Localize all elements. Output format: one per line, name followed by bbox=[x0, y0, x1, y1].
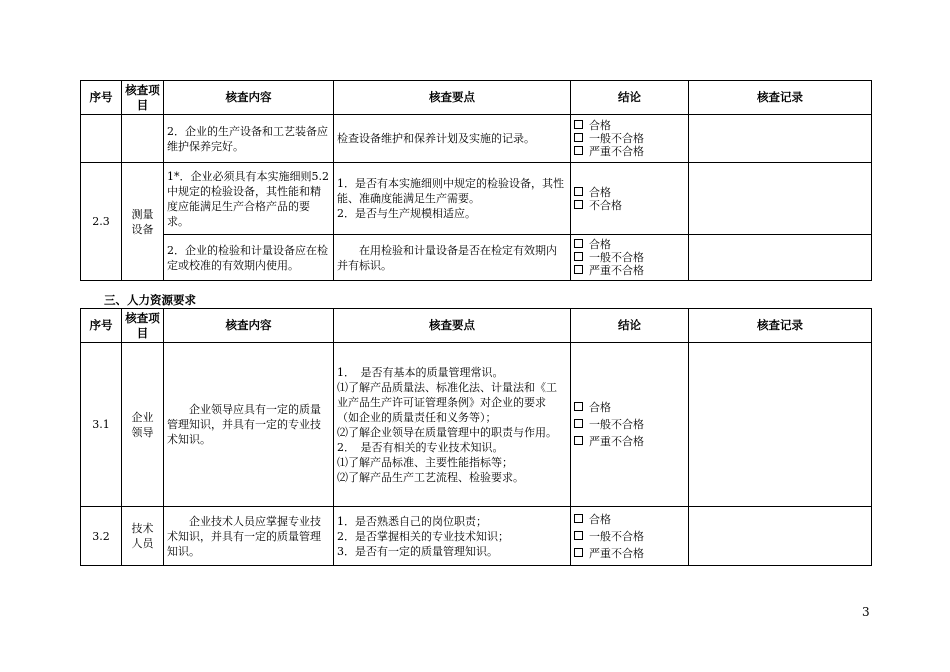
checkbox-option[interactable]: 合格 bbox=[574, 238, 685, 251]
cell-item: 测量设备 bbox=[122, 163, 164, 281]
header-content: 核查内容 bbox=[164, 309, 334, 343]
cell-no bbox=[81, 115, 122, 163]
checkbox-icon[interactable] bbox=[574, 531, 583, 540]
cell-no: 3.2 bbox=[81, 507, 122, 566]
header-points: 核查要点 bbox=[334, 81, 571, 115]
checkbox-icon[interactable] bbox=[574, 187, 583, 196]
cell-no: 3.1 bbox=[81, 343, 122, 507]
table-header-row bbox=[81, 81, 872, 115]
header-points: 核查要点 bbox=[334, 309, 571, 343]
header-no: 序号 bbox=[81, 309, 122, 343]
cell-points: 1．是否熟悉自己的岗位职责； 2．是否掌握相关的专业技术知识； 3．是否有一定的质量管理知识。 bbox=[334, 507, 571, 566]
checkbox-option[interactable]: 一般不合格 bbox=[574, 528, 685, 545]
header-item: 核查项目 bbox=[122, 309, 164, 343]
cell-points: 1．是否有本实施细则中规定的检验设备，其性能、准确度能满足生产需要。 2．是否与生产规模相适应。 bbox=[334, 163, 571, 235]
table-row bbox=[81, 163, 872, 235]
cell-points: 在用检验和计量设备是否在检定有效期内并有标识。 bbox=[334, 235, 571, 281]
checkbox-option[interactable]: 严重不合格 bbox=[574, 264, 685, 277]
checkbox-icon[interactable] bbox=[574, 402, 583, 411]
cell-conclusion bbox=[571, 507, 689, 566]
section-title: 三、人力资源要求 bbox=[104, 293, 196, 307]
cell-item bbox=[122, 115, 164, 163]
checkbox-icon[interactable] bbox=[574, 120, 583, 129]
table-header-row bbox=[81, 309, 872, 343]
checkbox-option[interactable]: 严重不合格 bbox=[574, 545, 685, 562]
cell-content: 企业技术人员应掌握专业技术知识，并具有一定的质量管理知识。 bbox=[164, 507, 334, 566]
checkbox-option[interactable]: 一般不合格 bbox=[574, 416, 685, 433]
checkbox-icon[interactable] bbox=[574, 548, 583, 557]
cell-conclusion bbox=[571, 115, 689, 163]
checkbox-option[interactable]: 严重不合格 bbox=[574, 145, 685, 158]
cell-conclusion bbox=[571, 343, 689, 507]
checkbox-option[interactable]: 一般不合格 bbox=[574, 251, 685, 264]
checkbox-option[interactable]: 合格 bbox=[574, 511, 685, 528]
checkbox-icon[interactable] bbox=[574, 514, 583, 523]
equipment-table bbox=[80, 80, 872, 281]
checkbox-icon[interactable] bbox=[574, 436, 583, 445]
table-row bbox=[81, 115, 872, 163]
checkbox-option[interactable]: 严重不合格 bbox=[574, 433, 685, 450]
cell-no: 2.3 bbox=[81, 163, 122, 281]
header-record: 核查记录 bbox=[689, 309, 872, 343]
checkbox-option[interactable]: 合格 bbox=[574, 399, 685, 416]
cell-record[interactable] bbox=[689, 235, 872, 281]
cell-item: 技术人员 bbox=[122, 507, 164, 566]
checkbox-option[interactable]: 合格 bbox=[574, 119, 685, 132]
cell-content: 2．企业的生产设备和工艺装备应维护保养完好。 bbox=[164, 115, 334, 163]
cell-record[interactable] bbox=[689, 163, 872, 235]
cell-conclusion bbox=[571, 235, 689, 281]
human-resources-table bbox=[80, 308, 872, 566]
checkbox-icon[interactable] bbox=[574, 133, 583, 142]
cell-points: 1． 是否有基本的质量管理常识。 ⑴了解产品质量法、标准化法、计量法和《工业产品生产许可证管理条例》对企业的要求（如企业的质量责任和义务等）； ⑵了解企业领导在质量管理中的职责与作用。 2． 是否有相关的专业技术知识。 ⑴了解产品标准、主要性能指标等； ⑵了解产品生产工艺流程、检验要求。 bbox=[334, 343, 571, 507]
checkbox-icon[interactable] bbox=[574, 200, 583, 209]
table-row bbox=[81, 343, 872, 507]
cell-points: 检查设备维护和保养计划及实施的记录。 bbox=[334, 115, 571, 163]
header-record: 核查记录 bbox=[689, 81, 872, 115]
table-row bbox=[81, 235, 872, 281]
cell-record[interactable] bbox=[689, 507, 872, 566]
cell-conclusion bbox=[571, 163, 689, 235]
page-number: 3 bbox=[862, 605, 870, 619]
cell-record[interactable] bbox=[689, 115, 872, 163]
cell-content: 1*．企业必须具有本实施细则5.2中规定的检验设备，其性能和精度应能满足生产合格产品的要求。 bbox=[164, 163, 334, 235]
checkbox-icon[interactable] bbox=[574, 419, 583, 428]
checkbox-icon[interactable] bbox=[574, 146, 583, 155]
table-row bbox=[81, 507, 872, 566]
cell-content: 2．企业的检验和计量设备应在检定或校准的有效期内使用。 bbox=[164, 235, 334, 281]
checkbox-icon[interactable] bbox=[574, 239, 583, 248]
checkbox-option[interactable]: 不合格 bbox=[574, 199, 685, 212]
checkbox-option[interactable]: 一般不合格 bbox=[574, 132, 685, 145]
header-item: 核查项目 bbox=[122, 81, 164, 115]
cell-item: 企业领导 bbox=[122, 343, 164, 507]
checkbox-icon[interactable] bbox=[574, 252, 583, 261]
header-conclusion: 结论 bbox=[571, 81, 689, 115]
cell-content: 企业领导应具有一定的质量管理知识，并具有一定的专业技术知识。 bbox=[164, 343, 334, 507]
checkbox-option[interactable]: 合格 bbox=[574, 186, 685, 199]
cell-record[interactable] bbox=[689, 343, 872, 507]
header-content: 核查内容 bbox=[164, 81, 334, 115]
header-conclusion: 结论 bbox=[571, 309, 689, 343]
checkbox-icon[interactable] bbox=[574, 265, 583, 274]
header-no: 序号 bbox=[81, 81, 122, 115]
